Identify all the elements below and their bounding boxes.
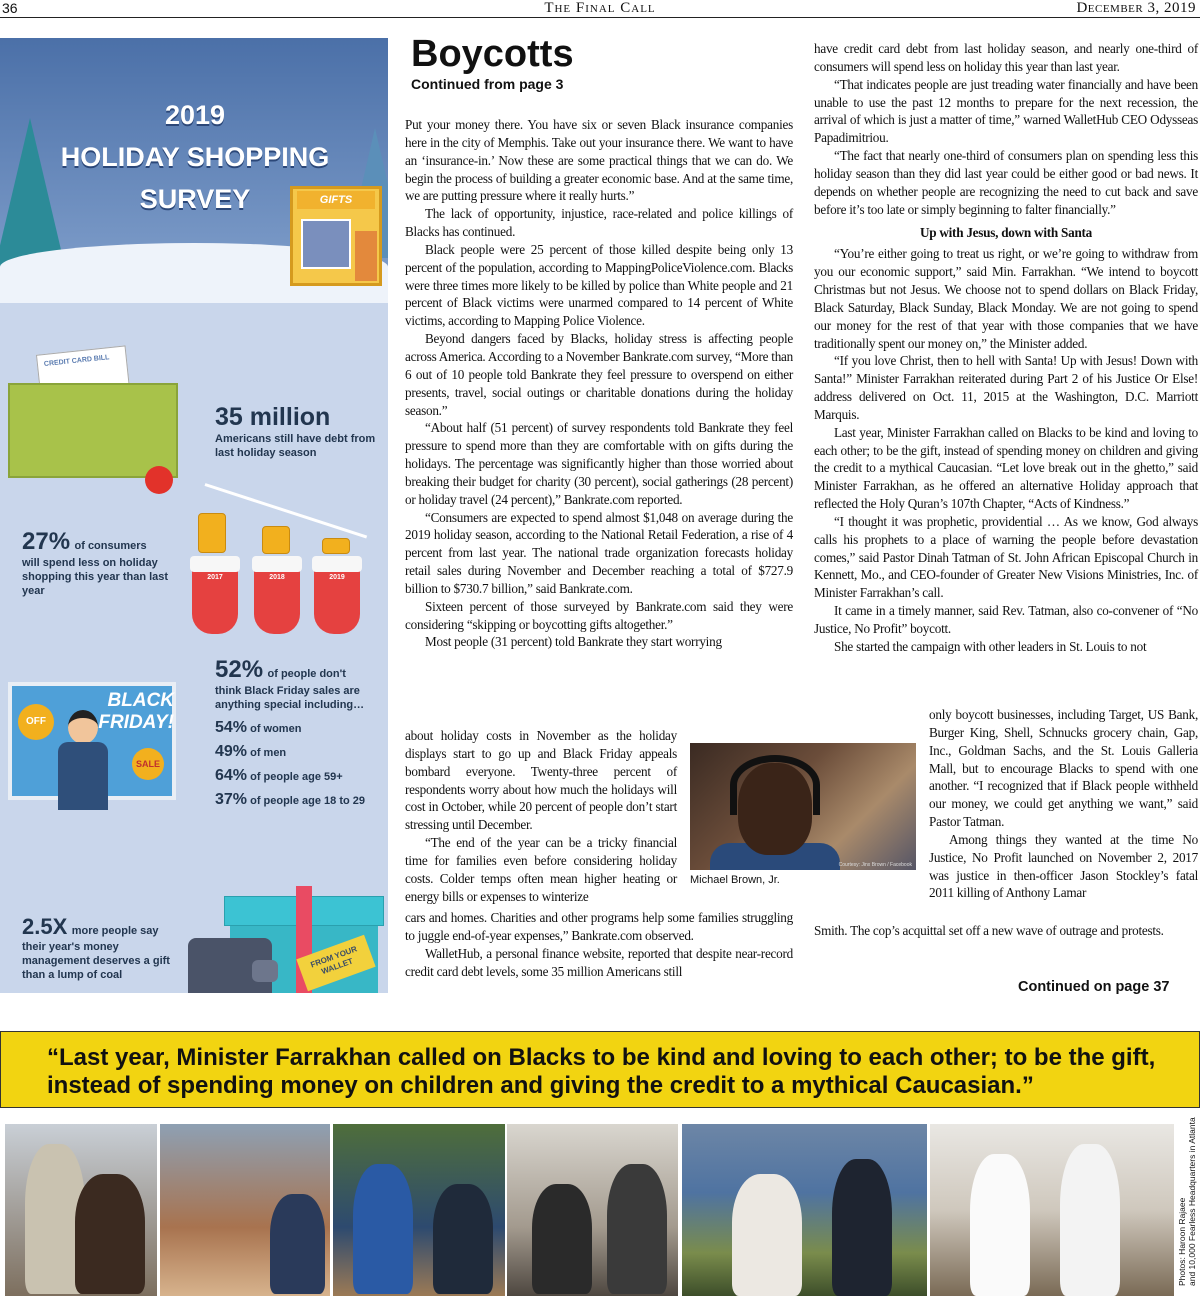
person-figure: [607, 1164, 667, 1294]
shopper-body: [58, 742, 108, 810]
breakdown-value: 64%: [215, 767, 248, 784]
headphones-icon: [730, 755, 820, 815]
stat-spend-less: [22, 528, 182, 598]
article-headline: Boycotts: [411, 33, 574, 75]
coin-stack-icon: [262, 526, 290, 554]
breakdown-value: 37%: [215, 791, 248, 808]
breakdown-label: of people age 59+: [250, 771, 343, 783]
coin-stack-icon: [198, 513, 226, 553]
person-figure: [433, 1184, 493, 1294]
credit-card-bill-icon: CREDIT CARD BILL: [36, 345, 130, 398]
stat-black-friday-value: 52%: [215, 656, 264, 683]
stat-money-value: 2.5X: [22, 914, 68, 939]
person-figure: [970, 1154, 1030, 1296]
stocking-cuff: [312, 556, 362, 572]
breakdown-row: [215, 793, 385, 808]
photo-credits-text: [1177, 1116, 1197, 1286]
billboard-line2: FRIDAY!: [98, 712, 174, 733]
billboard-line1: BLACK: [107, 690, 174, 711]
event-photo: [160, 1124, 330, 1296]
article-column-1: [405, 116, 793, 651]
paragraph: Sixteen percent of those surveyed by Bankrate.com said they were considering “skipping or boycotting gifts altogether.”: [405, 598, 793, 632]
wallet-icon: [188, 938, 272, 993]
paragraph: “If you love Christ, then to hell with Santa! Up with Jesus! Down with Santa!” Minister Farrakhan reiterated during Part 2 of his Justice Or Else! address delivered on Oct. 11, 2015 at the Washington, D.C. Marriott Marquis.: [814, 353, 1198, 422]
stat-black-friday-text: think Black Friday sales are anything special including…: [215, 685, 365, 711]
stat-black-friday: [215, 656, 385, 808]
paragraph: “The end of the year can be a tricky financial time for families even before considering holiday costs. Colder temps often mean higher heating or energy bills or expenses to winterize: [405, 835, 677, 904]
paragraph: It came in a timely manner, said Rev. Tatman, also co-convener of “No Justice, No Profit” boycott.: [814, 603, 1198, 636]
stocking-icon: [314, 556, 360, 634]
page-header: [0, 0, 1200, 18]
section-subhead: Up with Jesus, down with Santa: [919, 225, 1093, 241]
paragraph: She started the campaign with other leaders in St. Louis to not: [834, 638, 1147, 654]
paragraph: have credit card debt from last holiday season, and nearly one-third of consumers will spend less on holiday this year than last year.: [814, 41, 1198, 74]
stat-debt-text: Americans still have debt from last holiday season: [215, 433, 376, 459]
page-number: 36: [2, 0, 18, 16]
sale-badge: SALE: [132, 748, 164, 780]
pull-quote: “Last year, Minister Farrakhan called on Blacks to be kind and loving to each other; to be the gift, instead of spending money on children and giving the credit to a mythical Caucasian.”: [0, 1031, 1200, 1108]
article-column-2-wrap: [929, 706, 1198, 902]
paragraph: “I thought it was prophetic, providential … As we know, God always calls his prophets to a place of warning the people before devastation comes,” said Pastor Dinah Tatman of St. John African Episcopal Church in Kennett, Mo., and CEO-founder of Greater New Visions Ministries, Inc. of Minister Farrakhan’s call.: [814, 513, 1198, 601]
stat-debt: [215, 403, 380, 460]
gift-tag: FROM YOUR WALLET: [296, 935, 375, 992]
event-photo: [333, 1124, 505, 1296]
stocking-icon: [192, 556, 238, 634]
article-column-1-wrap: [405, 727, 677, 905]
stat-spend-less-value: 27%: [22, 528, 71, 555]
paragraph: about holiday costs in November as the holiday displays start to go up and Black Friday appeals bombard everyone. Twenty-three percent of respondents worry about how much the holidays will cost in October, while 20 percent of people don’t start stressing until December.: [405, 728, 677, 833]
stat-money-text: their year's money management deserves a gift than a lump of coal: [22, 941, 170, 981]
paragraph: Among things they wanted at the time No Justice, No Profit launched on November 2, 2017 was justice in then-officer Jason Stockley’s fatal 2011 killing of Anthony Lamar: [929, 831, 1198, 901]
breakdown-row: [215, 769, 385, 784]
paragraph: cars and homes. Charities and other programs help some families struggling to juggle end-of-year expenses,” Bankrate.com observed.: [405, 910, 793, 943]
breakdown-value: 54%: [215, 719, 248, 736]
paragraph: Most people (31 percent) told Bankrate they start worrying: [425, 634, 722, 650]
breakdown-label: of men: [250, 747, 287, 759]
paragraph: WalletHub, a personal finance website, reported that despite near-record credit card debt levels, some 35 million Americans still: [405, 945, 793, 979]
photo-credits: [1177, 1117, 1199, 1294]
photo-credit: Courtesy: Jinx Brown / Facebook: [838, 862, 912, 868]
article-column-2-bottom: [814, 922, 1198, 940]
shopper-head: [68, 710, 98, 744]
person-figure: [532, 1184, 592, 1294]
stocking-cuff: [190, 556, 240, 572]
continued-on: Continued on page 37: [1018, 979, 1170, 995]
stat-debt-value: 35 million: [215, 403, 331, 431]
masthead: The Final Call: [544, 0, 656, 16]
event-photo: [5, 1124, 157, 1296]
breakdown-row: [215, 721, 385, 736]
photo-credits-line1: Photos: Haroon Rajaee: [1177, 1197, 1187, 1286]
article-column-1-bottom: [405, 909, 793, 980]
off-badge: OFF: [18, 704, 54, 740]
paragraph: “You’re either going to treat us right, or we’re going to withdraw from you our economic support,” said Min. Farrakhan. “We intend to boycott Christmas but not Jesus. We choose not to spend dollars on Black Friday, Black Saturday, Black Sunday, Black Monday. We are not going to spend our money for the rest of that year with those companies that we have traditionally spent our money on,” the Minister added.: [814, 246, 1198, 351]
paragraph: “Consumers are expected to spend almost $1,048 on average during the 2019 holiday season, according to the National Retail Federation, a rise of 4 percent from last year. The national trade organization forecasts holiday retail sales during November and December reaching a total of $727.9 billion to $730.7 billion,” said Bankrate.com.: [405, 509, 793, 596]
person-figure: [1060, 1144, 1120, 1296]
event-photo: [507, 1124, 678, 1296]
paragraph: Black people were 25 percent of those killed despite being only 13 percent of the population, according to MappingPoliceViolence.com. Blacks were three times more likely to be killed by police than White people and 21 percent of Black victims were unarmed compared to 14 percent of White victims, according to Mapping Police Violence.: [405, 241, 793, 329]
paragraph: The lack of opportunity, injustice, race-related and police killings of Blacks has continued.: [405, 206, 793, 240]
person-figure: [75, 1174, 145, 1294]
holiday-survey-infographic: [0, 38, 388, 993]
person-figure: [270, 1194, 325, 1294]
shop-door: [355, 231, 377, 281]
person-figure: [353, 1164, 413, 1294]
paragraph: “That indicates people are just treading water financially and have been unable to use the past 12 months to prepare for the next recession, the arrival of which is just a matter of time,” warned WalletHub CEO Odysseas Papadimitriou.: [814, 76, 1198, 146]
stocking-cuff: [252, 556, 302, 572]
breakdown-label: of people age 18 to 29: [250, 795, 366, 807]
wallet-clasp: [252, 960, 278, 982]
photo-caption: Michael Brown, Jr.: [690, 874, 780, 886]
person-figure: [832, 1159, 892, 1296]
infographic-title-year: 2019: [164, 100, 226, 130]
michael-brown-photo: [690, 743, 916, 870]
infographic-title-survey: SURVEY: [139, 184, 251, 214]
stocking-year: 2017: [207, 574, 223, 581]
stat-black-friday-lead: of people don't: [267, 668, 346, 680]
stat-spend-less-text: will spend less on holiday shopping this year than last year: [22, 557, 169, 597]
paragraph: Smith. The cop’s acquittal set off a new wave of outrage and protests.: [814, 923, 1164, 938]
event-photo: [930, 1124, 1174, 1296]
stocking-year: 2018: [269, 574, 285, 581]
article-column-2: [814, 40, 1198, 656]
paragraph: Beyond dangers faced by Blacks, holiday stress is affecting people across America. According to a November Bankrate.com survey, “More than 6 out of 10 people told Bankrate they feel pressure to overspend on either presents, travel, social outings or charitable donations during the holiday season.”: [405, 331, 793, 418]
person-figure: [732, 1174, 802, 1296]
paragraph: “About half (51 percent) of survey respondents told Bankrate they feel pressure to spend more than they are comfortable with on gifts during the holidays. The percentage was significantly higher than those worried about breaking their budget for charity (30 percent), social gatherings (28 percent) or holiday travel (24 percent),” Bankrate.com reported.: [405, 420, 793, 507]
gift-box-icon: [8, 383, 178, 478]
event-photo: [682, 1124, 927, 1296]
paragraph: “The fact that nearly one-third of consumers plan on spending less this holiday season than they did last year could be either good or bad news. It depends on whether people are recognizing the need to cut back and save before it’s too late or simply beginning to falter financially.”: [814, 148, 1198, 217]
paragraph: Put your money there. You have six or seven Black insurance companies here in the city of Memphis. Take out your insurance there. We want to have an ‘insurance-in.’ Now these are some practical things that we can do. We begin the process of building a greater economic base. And at the same time, we are putting pressure where it really hurts.”: [405, 117, 793, 204]
continued-from: Continued from page 3: [411, 76, 564, 92]
photo-credits-line2: and 10,000 Fearless Headquarters in Atlanta: [1187, 1117, 1197, 1286]
stat-money-lead: more people say: [71, 925, 159, 937]
infographic-title: HOLIDAY SHOPPING: [60, 142, 330, 172]
paragraph: Last year, Minister Farrakhan called on Blacks to be kind and loving to each other; to be the gift, instead of spending money on children and giving the credit to a mythical Caucasian. “Let love break out in the ghetto,” said Minister Farrakhan, as he offered an alternative Holiday approach that reflected the Holy Quran’s 107th Chapter, “Acts of Kindness.”: [814, 424, 1198, 512]
stocking-icon: [254, 556, 300, 634]
shop-window: [301, 219, 351, 269]
paragraph: only boycott businesses, including Target, US Bank, Burger King, Shell, Schnucks grocery chain, Gap, Inc., Goldman Sachs, and the St. Louis Galleria Mall, but to encourage Blacks to spend with one another. “I recognized that if Black people withheld our money, we could get anything we want,” said Pastor Tatman.: [929, 707, 1198, 830]
shopper-figure-icon: [58, 710, 108, 810]
breakdown-value: 49%: [215, 743, 248, 760]
issue-date: December 3, 2019: [1076, 0, 1196, 16]
gift-shop-icon: [290, 186, 382, 286]
ornament-icon: [145, 466, 173, 494]
shop-sign: GIFTS: [297, 191, 375, 209]
stat-money-management: [22, 914, 182, 982]
breakdown-row: [215, 745, 385, 760]
coin-stack-icon: [322, 538, 350, 554]
stat-spend-less-lead: of consumers: [74, 540, 147, 552]
breakdown-label: of women: [250, 723, 302, 735]
stocking-year: 2019: [329, 574, 345, 581]
